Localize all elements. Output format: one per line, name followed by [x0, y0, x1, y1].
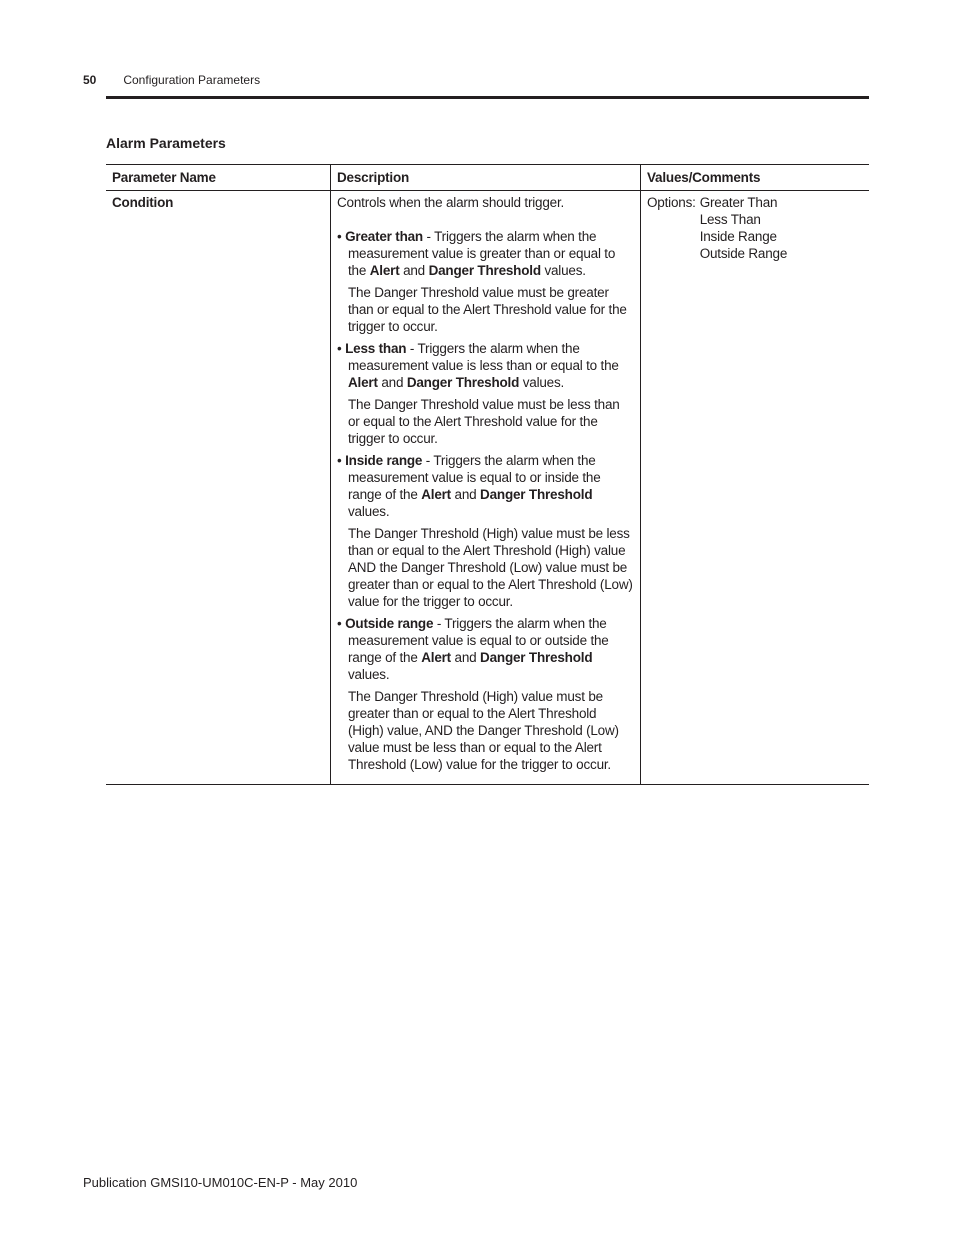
- table-header-row: [106, 165, 869, 191]
- option-value: Outside Range: [699, 246, 788, 261]
- option-value: Inside Range: [699, 229, 777, 244]
- column-header-description: Description: [331, 165, 641, 191]
- option-value: Greater Than: [699, 195, 778, 210]
- table-title: Alarm Parameters: [106, 135, 226, 151]
- parameter-name: Condition: [112, 195, 174, 210]
- parameter-name-cell: [106, 191, 331, 785]
- publication-footer: Publication GMSI10-UM010C-EN-P - May 2010: [83, 1175, 358, 1190]
- condition-term: Greater than: [345, 229, 423, 244]
- bullet-glyph: •: [337, 453, 342, 468]
- condition-term: Outside range: [345, 616, 434, 631]
- section-title: Configuration Parameters: [123, 73, 261, 87]
- bullet-glyph: •: [337, 341, 342, 356]
- condition-note: The Danger Threshold value must be less than or equal to the Alert Threshold value for the trigger to occur.: [348, 397, 620, 446]
- description-cell: [331, 191, 641, 785]
- condition-note: The Danger Threshold value must be greater than or equal to the Alert Threshold value for the trigger to occur.: [348, 285, 627, 334]
- list-item: • Outside range - Triggers the alarm when the measurement value is equal to or outside the range of the Alert and Danger Threshold values.: [337, 616, 609, 682]
- column-header-parameter-name: Parameter Name: [106, 165, 331, 191]
- bullet-glyph: •: [337, 229, 342, 244]
- options-label: Options:: [647, 195, 696, 210]
- condition-term: Less than: [345, 341, 407, 356]
- values-cell: [641, 191, 870, 785]
- option-value: Less Than: [699, 212, 761, 227]
- alarm-parameters-table: [106, 164, 869, 785]
- list-item: • Less than - Triggers the alarm when the measurement value is less than or equal to the Alert and Danger Threshold values.: [337, 341, 619, 390]
- list-item: • Greater than - Triggers the alarm when the measurement value is greater than or equal to the Alert and Danger Threshold values.: [337, 229, 616, 278]
- description-intro: Controls when the alarm should trigger.: [337, 195, 565, 210]
- condition-term: Inside range: [345, 453, 423, 468]
- table-row: [106, 191, 869, 785]
- header-rule: [106, 96, 869, 99]
- condition-note: The Danger Threshold (High) value must be less than or equal to the Alert Threshold (High) value AND the Danger Threshold (Low) value must be greater than or equal to the Alert Threshold (Low) value for the trigger to occur.: [348, 526, 633, 609]
- list-item: • Inside range - Triggers the alarm when the measurement value is equal to or inside the range of the Alert and Danger Threshold values.: [337, 453, 601, 519]
- bullet-glyph: •: [337, 616, 342, 631]
- page-header: [83, 73, 260, 87]
- options-list: [647, 194, 863, 262]
- page-number: 50: [83, 73, 97, 87]
- condition-note: The Danger Threshold (High) value must be greater than or equal to the Alert Threshold (High) value, AND the Danger Threshold (Low) value must be less than or equal to the Alert Threshold (Low) value for the trigger to occur.: [348, 689, 619, 772]
- column-header-values-comments: Values/Comments: [641, 165, 870, 191]
